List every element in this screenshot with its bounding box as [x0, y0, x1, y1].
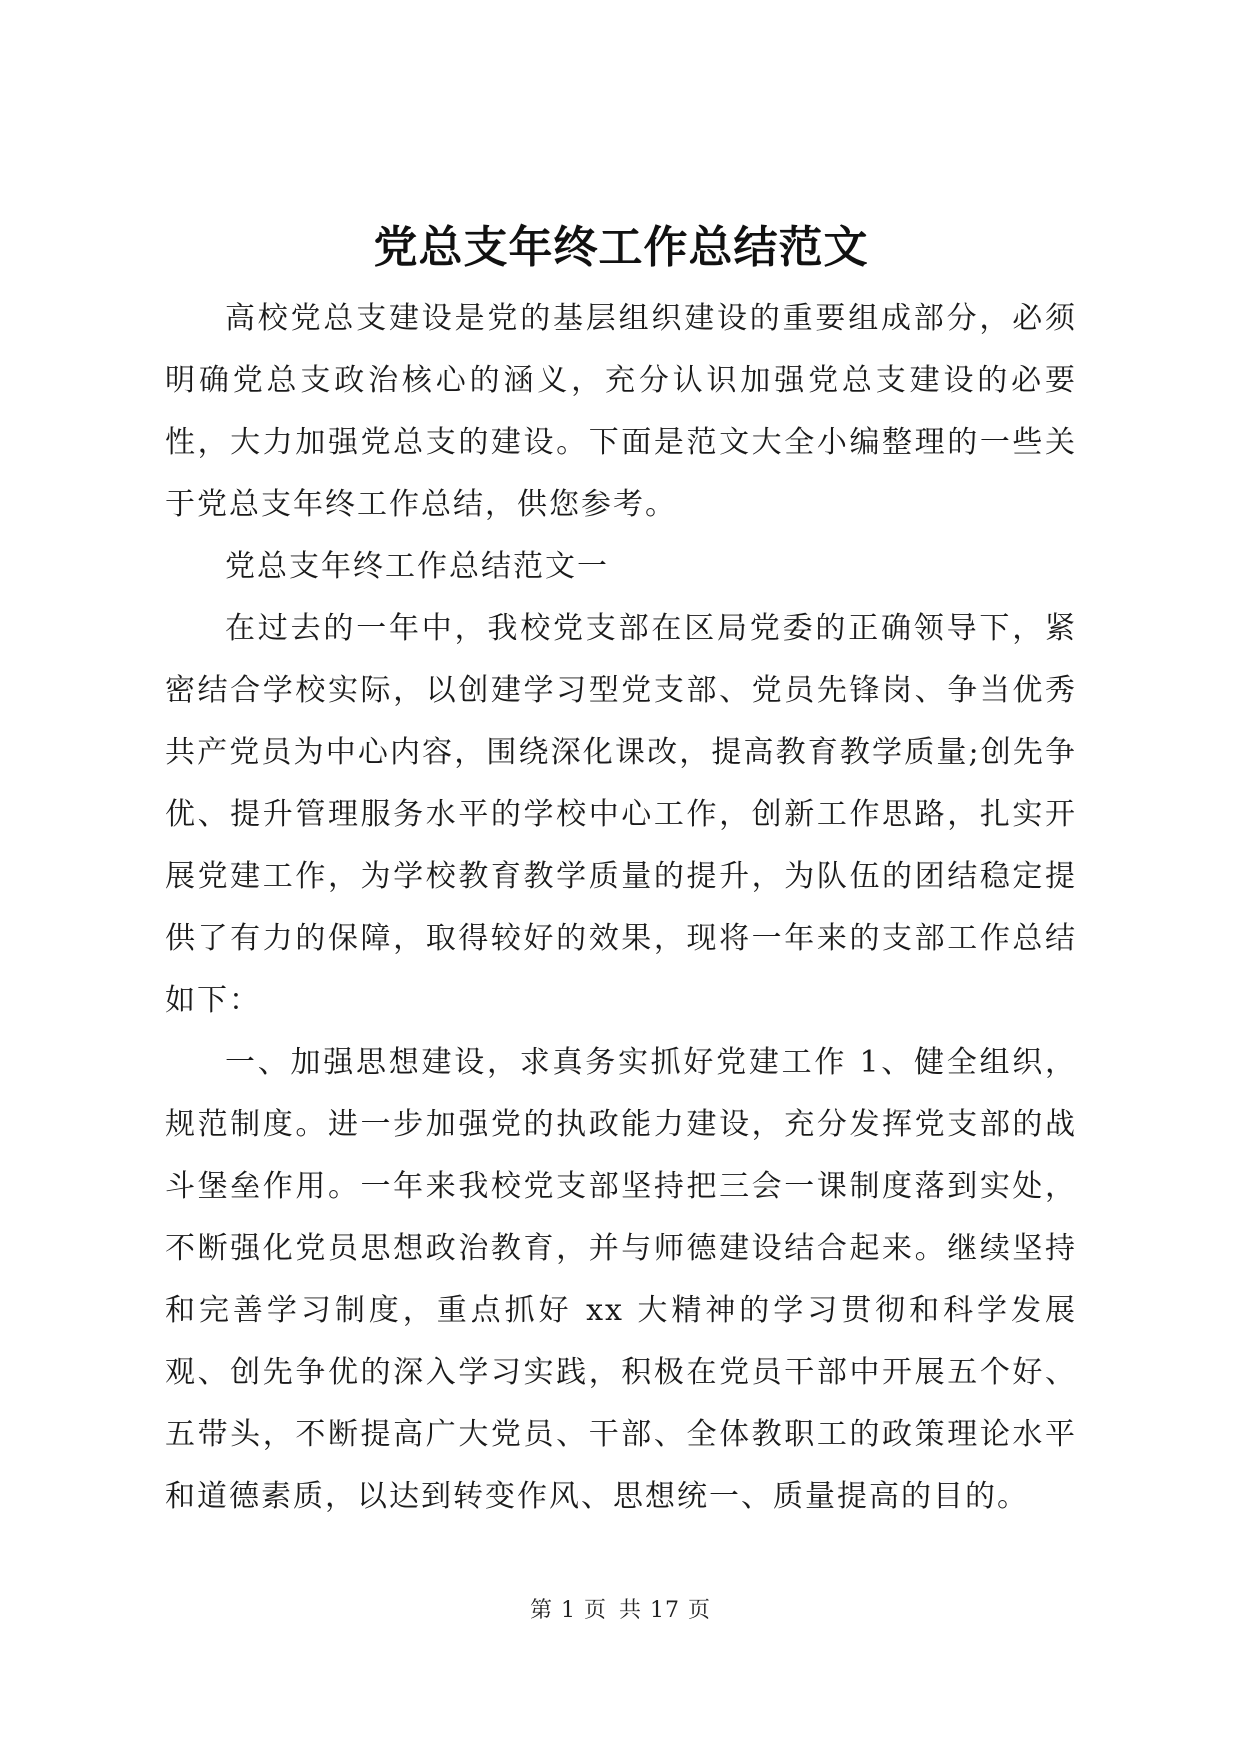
page-footer: [0, 1596, 1241, 1626]
document-body: [165, 220, 1077, 1528]
section-heading: 党总支年终工作总结范文一: [225, 549, 609, 584]
intro-paragraph: 高校党总支建设是党的基层组织建设的重要组成部分，必须明确党总支政治核心的涵义，充分认识加强党总支建设的必要性，大力加强党总支的建设。下面是范文大全小编整理的一些关于党总支年终工作总结，供您参考。: [165, 301, 1077, 522]
page-total: 共 17 页: [619, 1598, 711, 1623]
document-title: 党总支年终工作总结范文: [373, 222, 869, 273]
page-number: 第 1 页: [530, 1598, 607, 1623]
body-paragraph: 一、加强思想建设，求真务实抓好党建工作 1、健全组织，规范制度。进一步加强党的执政能力建设，充分发挥党支部的战斗堡垒作用。一年来我校党支部坚持把三会一课制度落到实处，不断强化党员思想政治教育，并与师德建设结合起来。继续坚持和完善学习制度，重点抓好 xx 大精神的学习贯彻和科学发展观、创先争优的深入学习实践，积极在党员干部中开展五个好、五带头，不断提高广大党员、干部、全体教职工的政策理论水平和道德素质，以达到转变作风、思想统一、质量提高的目的。: [165, 1045, 1077, 1514]
body-paragraph: 在过去的一年中，我校党支部在区局党委的正确领导下，紧密结合学校实际，以创建学习型党支部、党员先锋岗、争当优秀共产党员为中心内容，围绕深化课改，提高教育教学质量;创先争优、提升管理服务水平的学校中心工作，创新工作思路，扎实开展党建工作，为学校教育教学质量的提升，为队伍的团结稳定提供了有力的保障，取得较好的效果，现将一年来的支部工作总结如下：: [165, 611, 1077, 1018]
